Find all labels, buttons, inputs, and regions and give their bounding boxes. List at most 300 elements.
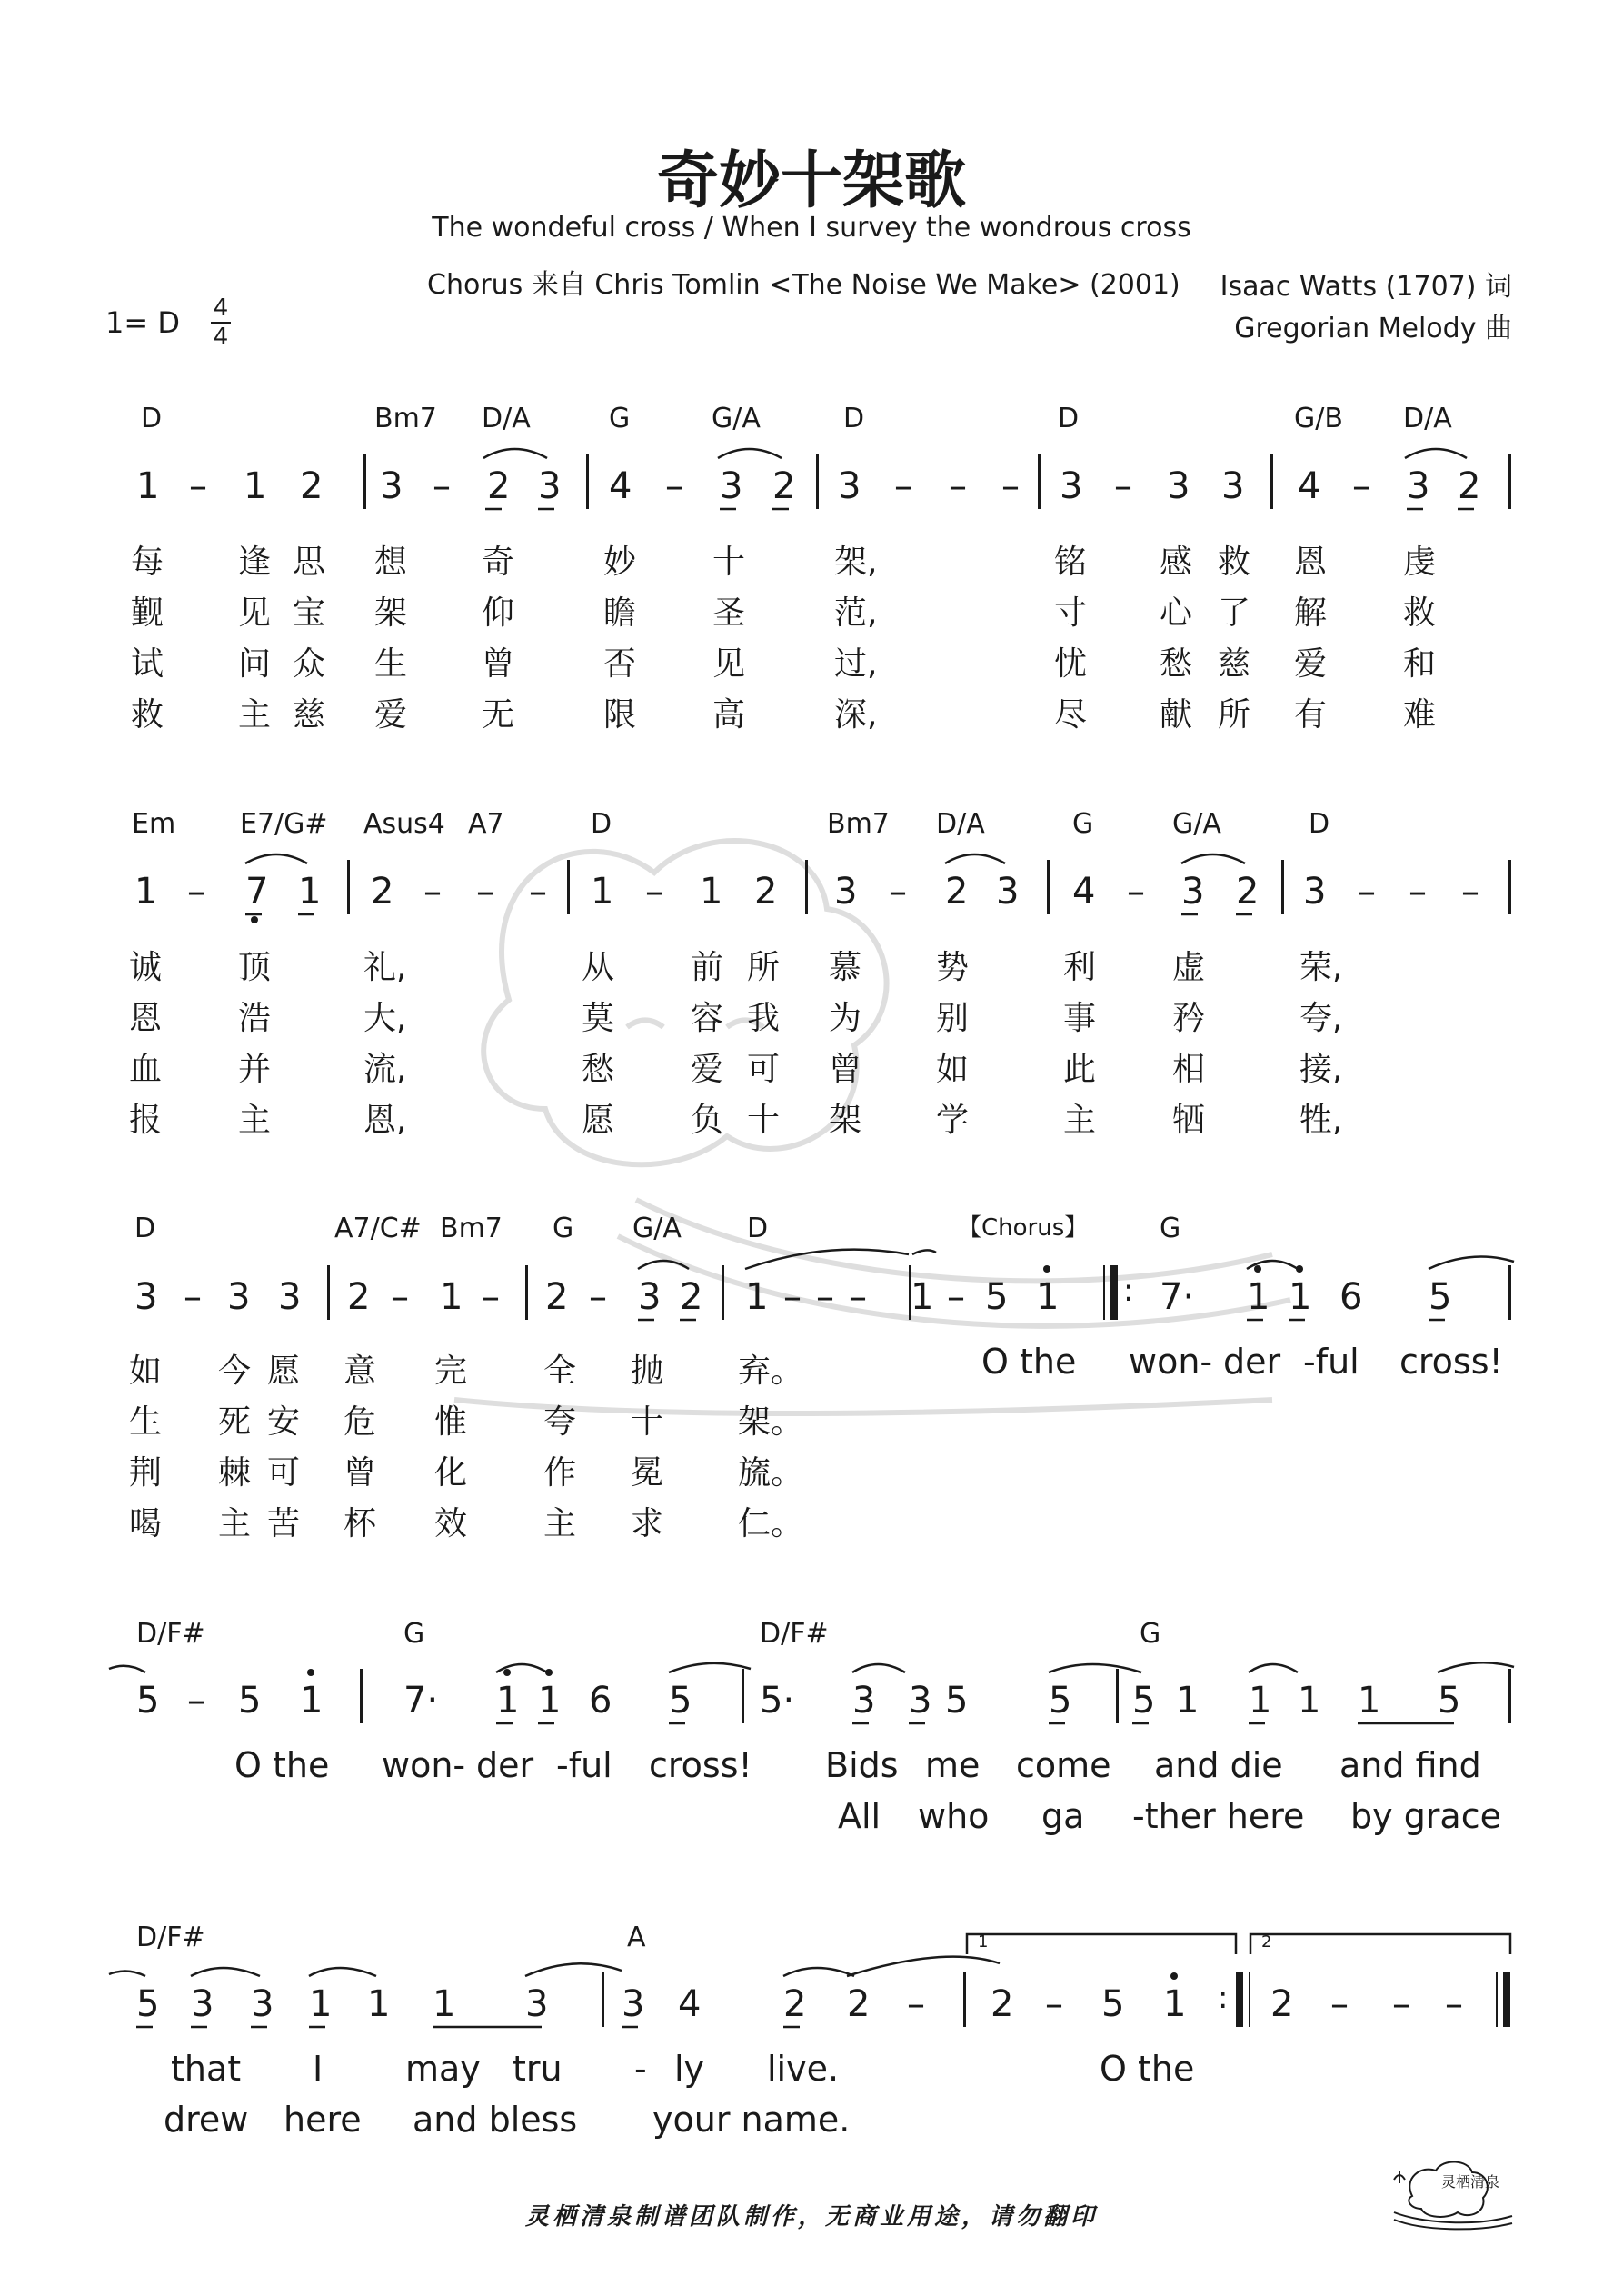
lyric: 圣 bbox=[712, 594, 746, 632]
lyric: 完 bbox=[434, 1353, 468, 1390]
lyric: 尽 bbox=[1054, 696, 1088, 734]
note: 5 bbox=[136, 1680, 160, 1722]
note: 2 bbox=[1270, 1983, 1294, 2025]
note: 1 bbox=[300, 1680, 324, 1722]
note: – bbox=[1409, 871, 1427, 913]
note: – bbox=[184, 1276, 202, 1318]
lyric: 妙 bbox=[603, 544, 637, 581]
chord: Bm7 bbox=[440, 1213, 503, 1244]
note: 3 bbox=[525, 1983, 549, 2025]
note: 1 bbox=[244, 465, 267, 507]
lyric: 危 bbox=[344, 1403, 377, 1441]
note: – bbox=[1045, 1983, 1063, 2025]
lyric: 忧 bbox=[1054, 645, 1088, 683]
chord: D/F# bbox=[760, 1618, 829, 1650]
chord: Em bbox=[132, 808, 176, 840]
lyric: 宝 bbox=[293, 594, 326, 632]
note: – bbox=[907, 1983, 925, 2025]
note: 3 bbox=[852, 1680, 876, 1722]
note: 1 bbox=[298, 871, 322, 913]
lyric-en: and die bbox=[1154, 1745, 1283, 1785]
chord: A7/C# bbox=[334, 1213, 422, 1244]
lyric: 过, bbox=[834, 645, 878, 683]
note: 4 bbox=[609, 465, 632, 507]
note: 1 bbox=[538, 1680, 562, 1722]
lyric: 抛 bbox=[631, 1353, 664, 1390]
lyric: 生 bbox=[374, 645, 408, 683]
lyric-en: ly bbox=[674, 2049, 705, 2089]
note: 2 bbox=[680, 1276, 703, 1318]
lyric: 安 bbox=[267, 1403, 301, 1441]
key-signature: 1= D bbox=[105, 305, 180, 340]
note: 3 bbox=[380, 465, 403, 507]
note: – bbox=[1330, 1983, 1349, 2025]
lyric: 可 bbox=[747, 1051, 781, 1088]
lyric: 牲, bbox=[1299, 1102, 1343, 1139]
note: 5 bbox=[1132, 1680, 1156, 1722]
note: 1 bbox=[700, 871, 723, 913]
note: 1 bbox=[1176, 1680, 1200, 1722]
chord: D/F# bbox=[136, 1922, 205, 1953]
chord: G bbox=[553, 1213, 574, 1244]
lyric: 愁 bbox=[582, 1051, 615, 1088]
lyric: 意 bbox=[344, 1353, 377, 1390]
note: 3 bbox=[1407, 465, 1430, 507]
chord: Bm7 bbox=[374, 403, 437, 434]
lyric: 荆 bbox=[129, 1454, 163, 1492]
note: 3 bbox=[838, 465, 861, 507]
note: 2 bbox=[371, 871, 394, 913]
lyric: 势 bbox=[936, 949, 970, 986]
lyricist-credit: Isaac Watts (1707) 词 bbox=[1220, 271, 1512, 303]
lyric: 试 bbox=[131, 645, 164, 683]
lyric-en: me bbox=[925, 1745, 981, 1785]
note: – bbox=[783, 1276, 802, 1318]
note: 3 bbox=[834, 871, 858, 913]
lyric: 心 bbox=[1160, 594, 1193, 632]
lyric: 报 bbox=[129, 1102, 163, 1139]
chord: D bbox=[141, 403, 163, 434]
lyric: 如 bbox=[936, 1051, 970, 1088]
lyric: 高 bbox=[712, 696, 746, 734]
note: 2 bbox=[772, 465, 796, 507]
note: 1 bbox=[136, 465, 160, 507]
lyric-en: -ful bbox=[556, 1745, 612, 1785]
chord: G bbox=[1072, 808, 1094, 840]
lyric: 限 bbox=[603, 696, 637, 734]
lyric: 荣, bbox=[1299, 949, 1343, 986]
note: – bbox=[889, 871, 907, 913]
note: 1 bbox=[134, 871, 158, 913]
footer-notice: 灵栖清泉制谱团队制作，无商业用途，请勿翻印 bbox=[524, 2203, 1098, 2231]
lyric: 并 bbox=[238, 1051, 272, 1088]
lyric-en: come bbox=[1016, 1745, 1111, 1785]
note: 5 bbox=[1438, 1680, 1461, 1722]
note: 1 bbox=[309, 1983, 333, 2025]
chord: D bbox=[843, 403, 865, 434]
note: 1 bbox=[1358, 1680, 1381, 1722]
chord: D/A bbox=[482, 403, 531, 434]
note: 2 bbox=[783, 1983, 807, 2025]
note: – bbox=[529, 871, 547, 913]
lyric: 救 bbox=[1403, 594, 1437, 632]
note: 1 bbox=[440, 1276, 463, 1318]
note: 4 bbox=[1072, 871, 1096, 913]
lyric: 为 bbox=[829, 1000, 862, 1037]
lyric: 慕 bbox=[829, 949, 862, 986]
lyric: 虚 bbox=[1172, 949, 1206, 986]
lyric: 今 bbox=[218, 1353, 252, 1390]
lyric: 思 bbox=[293, 544, 326, 581]
lyric-en: here bbox=[284, 2100, 362, 2140]
note: 6 bbox=[1339, 1276, 1363, 1318]
note: 4 bbox=[1298, 465, 1321, 507]
chord: G bbox=[1160, 1213, 1181, 1244]
note: – bbox=[1001, 465, 1020, 507]
chorus-mark: 【Chorus】 bbox=[958, 1214, 1089, 1242]
song-subtitle: The wondeful cross / When I survey the wondrous cross bbox=[432, 212, 1191, 244]
note: – bbox=[391, 1276, 409, 1318]
lyric-en: may bbox=[405, 2049, 481, 2089]
lyric: 救 bbox=[1218, 544, 1251, 581]
lyric: 感 bbox=[1160, 544, 1193, 581]
note: 5 bbox=[985, 1276, 1009, 1318]
lyric: 见 bbox=[238, 594, 272, 632]
lyric: 夸, bbox=[1299, 1000, 1343, 1037]
lyric: 瞻 bbox=[603, 594, 637, 632]
chord: D bbox=[591, 808, 612, 840]
lyric: 冕 bbox=[631, 1454, 664, 1492]
lyric-en: tru bbox=[513, 2049, 563, 2089]
lyric-en: cross! bbox=[649, 1745, 752, 1785]
note: 1 bbox=[496, 1680, 520, 1722]
lyric: 问 bbox=[238, 645, 272, 683]
lyric: 恩, bbox=[363, 1102, 407, 1139]
lyric: 旒。 bbox=[738, 1454, 804, 1492]
lyric: 流, bbox=[363, 1051, 407, 1088]
lyric-en: ga bbox=[1041, 1796, 1085, 1836]
lyric: 棘 bbox=[218, 1454, 252, 1492]
lyric-en: who bbox=[918, 1796, 990, 1836]
note: 5 bbox=[136, 1983, 160, 2025]
note: 2 bbox=[945, 871, 969, 913]
lyric: 架, bbox=[834, 544, 878, 581]
note: 3 bbox=[720, 465, 743, 507]
lyric: 恩 bbox=[129, 1000, 163, 1037]
lyric: 架。 bbox=[738, 1403, 804, 1441]
chord: D bbox=[747, 1213, 769, 1244]
lyric: 慈 bbox=[293, 696, 326, 734]
note: 7 bbox=[245, 871, 269, 913]
note: 5· bbox=[760, 1680, 795, 1722]
chord: A7 bbox=[468, 808, 504, 840]
lyric: 虔 bbox=[1403, 544, 1437, 581]
lyric-en: and find bbox=[1339, 1745, 1481, 1785]
note: 5 bbox=[1049, 1680, 1072, 1722]
lyric: 仁。 bbox=[738, 1505, 804, 1542]
sheep-logo-icon bbox=[1385, 2132, 1521, 2232]
lyric: 救 bbox=[131, 696, 164, 734]
lyric-en: and bless bbox=[413, 2100, 578, 2140]
note: – bbox=[1461, 871, 1479, 913]
lyric: 无 bbox=[482, 696, 515, 734]
chord: G bbox=[403, 1618, 425, 1650]
note: 4 bbox=[678, 1983, 702, 2025]
lyric: 奇 bbox=[482, 544, 515, 581]
lyric-en: your name. bbox=[652, 2100, 851, 2140]
note: 2 bbox=[991, 1983, 1014, 2025]
note: 2 bbox=[487, 465, 511, 507]
note: 1 bbox=[591, 871, 614, 913]
lyric: 曾 bbox=[482, 645, 515, 683]
volta-2-label: 2 bbox=[1261, 1932, 1272, 1952]
note: – bbox=[187, 1680, 205, 1722]
note: 3 bbox=[638, 1276, 662, 1318]
note: 3 bbox=[538, 465, 562, 507]
note: – bbox=[894, 465, 912, 507]
lyric: 前 bbox=[691, 949, 724, 986]
lyric: 从 bbox=[582, 949, 615, 986]
note: 1 bbox=[1036, 1276, 1060, 1318]
note: – bbox=[482, 1276, 500, 1318]
lyric: 爱 bbox=[691, 1051, 724, 1088]
note: 3 bbox=[1167, 465, 1190, 507]
lyric: 化 bbox=[434, 1454, 468, 1492]
lyric: 仰 bbox=[482, 594, 515, 632]
song-title: 奇妙十架歌 bbox=[656, 145, 966, 217]
note: 2 bbox=[847, 1983, 871, 2025]
lyric: 和 bbox=[1403, 645, 1437, 683]
lyric: 十 bbox=[747, 1102, 781, 1139]
note: 5 bbox=[238, 1680, 262, 1722]
note: 1 bbox=[1163, 1983, 1187, 2025]
lyric: 苦 bbox=[267, 1505, 301, 1542]
lyric: 有 bbox=[1294, 696, 1328, 734]
note: 1 bbox=[911, 1276, 934, 1318]
lyric: 杯 bbox=[344, 1505, 377, 1542]
lyric: 主 bbox=[543, 1505, 577, 1542]
lyric-en: cross! bbox=[1399, 1342, 1503, 1382]
lyric: 主 bbox=[218, 1505, 252, 1542]
repeat-dots: : bbox=[1123, 1273, 1134, 1309]
chord: D bbox=[134, 1213, 156, 1244]
note: 1 bbox=[1247, 1276, 1270, 1318]
lyric: 架 bbox=[374, 594, 408, 632]
lyric: 诚 bbox=[129, 949, 163, 986]
note: – bbox=[187, 871, 205, 913]
chorus-source: Chorus 来自 Chris Tomlin <The Noise We Make> (2001) bbox=[427, 269, 1180, 301]
chord: G bbox=[1140, 1618, 1161, 1650]
note: 2 bbox=[545, 1276, 569, 1318]
chord: Asus4 bbox=[363, 808, 445, 840]
note: 5 bbox=[1101, 1983, 1125, 2025]
chord: D bbox=[1309, 808, 1330, 840]
lyric: 喝 bbox=[129, 1505, 163, 1542]
lyric: 慈 bbox=[1218, 645, 1251, 683]
note: – bbox=[947, 1276, 965, 1318]
note: – bbox=[849, 1276, 867, 1318]
lyric: 十 bbox=[712, 544, 746, 581]
lyric: 每 bbox=[131, 544, 164, 581]
lyric-en: - bbox=[634, 2049, 647, 2089]
lyric: 血 bbox=[129, 1051, 163, 1088]
lyric: 想 bbox=[374, 544, 408, 581]
note: 5 bbox=[945, 1680, 969, 1722]
lyric: 曾 bbox=[829, 1051, 862, 1088]
lyric: 利 bbox=[1063, 949, 1097, 986]
note: 3 bbox=[622, 1983, 645, 2025]
lyric-en: Bids bbox=[825, 1745, 899, 1785]
note: 3 bbox=[1181, 871, 1205, 913]
lyric: 恩 bbox=[1294, 544, 1328, 581]
note: 2 bbox=[1458, 465, 1481, 507]
chord: Bm7 bbox=[827, 808, 890, 840]
lyric: 主 bbox=[1063, 1102, 1097, 1139]
lyric: 生 bbox=[129, 1403, 163, 1441]
note: 3 bbox=[1303, 871, 1327, 913]
lyric: 相 bbox=[1172, 1051, 1206, 1088]
lyric: 爱 bbox=[374, 696, 408, 734]
lyric-en: All bbox=[838, 1796, 881, 1836]
lyric: 惟 bbox=[434, 1403, 468, 1441]
note: 3 bbox=[909, 1680, 932, 1722]
chord: E7/G# bbox=[240, 808, 328, 840]
lyric: 负 bbox=[691, 1102, 724, 1139]
note: 1 bbox=[1289, 1276, 1312, 1318]
note: – bbox=[1358, 871, 1376, 913]
note: – bbox=[423, 871, 442, 913]
lyric-en: -ful bbox=[1303, 1342, 1359, 1382]
note: – bbox=[665, 465, 683, 507]
note: – bbox=[1392, 1983, 1410, 2025]
lyric: 全 bbox=[543, 1353, 577, 1390]
lyric: 愿 bbox=[582, 1102, 615, 1139]
note: 1 bbox=[1249, 1680, 1272, 1722]
note: – bbox=[1352, 465, 1370, 507]
note: – bbox=[433, 465, 451, 507]
note: 1 bbox=[1298, 1680, 1321, 1722]
lyric: 否 bbox=[603, 645, 637, 683]
lyric: 接, bbox=[1299, 1051, 1343, 1088]
lyric: 弃。 bbox=[738, 1353, 804, 1390]
lyric: 爱 bbox=[1294, 645, 1328, 683]
note: – bbox=[589, 1276, 607, 1318]
lyric-en: O the bbox=[1100, 2049, 1195, 2089]
note: 2 bbox=[1236, 871, 1260, 913]
lyric: 牺 bbox=[1172, 1102, 1206, 1139]
lyric: 学 bbox=[936, 1102, 970, 1139]
note: – bbox=[1114, 465, 1132, 507]
lyric-en: der bbox=[476, 1745, 534, 1785]
lyric-en: that bbox=[171, 2049, 242, 2089]
lyric: 铭 bbox=[1054, 544, 1088, 581]
chord: D bbox=[1058, 403, 1080, 434]
lyric: 难 bbox=[1403, 696, 1437, 734]
lyric: 别 bbox=[936, 1000, 970, 1037]
chord: A bbox=[627, 1922, 646, 1953]
lyric: 了 bbox=[1218, 594, 1251, 632]
lyric-en: won- bbox=[382, 1745, 466, 1785]
lyric: 大, bbox=[363, 1000, 407, 1037]
lyric: 见 bbox=[712, 645, 746, 683]
lyric-en: -ther here bbox=[1132, 1796, 1305, 1836]
lyric: 所 bbox=[747, 949, 781, 986]
lyric: 效 bbox=[434, 1505, 468, 1542]
note: – bbox=[949, 465, 967, 507]
composer-credit: Gregorian Melody 曲 bbox=[1234, 313, 1512, 344]
note: – bbox=[1445, 1983, 1463, 2025]
note: 7· bbox=[1160, 1276, 1195, 1318]
note: – bbox=[645, 871, 663, 913]
lyric: 此 bbox=[1063, 1051, 1097, 1088]
chord: G/A bbox=[712, 403, 761, 434]
repeat-dots: : bbox=[1218, 1980, 1229, 2016]
note: 3 bbox=[1221, 465, 1245, 507]
lyric: 逢 bbox=[238, 544, 272, 581]
lyric: 事 bbox=[1063, 1000, 1097, 1037]
lyric: 求 bbox=[631, 1505, 664, 1542]
lyric: 所 bbox=[1218, 696, 1251, 734]
note: 3 bbox=[251, 1983, 274, 2025]
lyric: 深, bbox=[834, 696, 878, 734]
lyric: 愁 bbox=[1160, 645, 1193, 683]
lyric: 主 bbox=[238, 1102, 272, 1139]
chord: G/B bbox=[1294, 403, 1343, 434]
lyric: 可 bbox=[267, 1454, 301, 1492]
lyric-en: drew bbox=[164, 2100, 249, 2140]
lyric-en: der bbox=[1223, 1342, 1281, 1382]
lyric: 范, bbox=[834, 594, 878, 632]
lyric-en: O the bbox=[234, 1745, 330, 1785]
lyric: 容 bbox=[691, 1000, 724, 1037]
lyric: 寸 bbox=[1054, 594, 1088, 632]
note: 3 bbox=[996, 871, 1020, 913]
lyric: 主 bbox=[238, 696, 272, 734]
note: 2 bbox=[300, 465, 324, 507]
lyric: 我 bbox=[747, 1000, 781, 1037]
lyric-en: O the bbox=[981, 1342, 1077, 1382]
lyric: 愿 bbox=[267, 1353, 301, 1390]
lyric: 死 bbox=[218, 1403, 252, 1441]
chord: G/A bbox=[1172, 808, 1221, 840]
lyric: 礼, bbox=[363, 949, 407, 986]
lyric: 解 bbox=[1294, 594, 1328, 632]
logo-text: 灵栖清泉 bbox=[1441, 2173, 1500, 2191]
chord: D/A bbox=[1403, 403, 1452, 434]
lyric-en: won- bbox=[1129, 1342, 1213, 1382]
lyric: 莫 bbox=[582, 1000, 615, 1037]
note: – bbox=[1127, 871, 1145, 913]
lyric-en: I bbox=[313, 2049, 324, 2089]
lyric: 顶 bbox=[238, 949, 272, 986]
lyric: 矜 bbox=[1172, 1000, 1206, 1037]
note: 3 bbox=[191, 1983, 214, 2025]
note: 3 bbox=[1060, 465, 1083, 507]
lyric: 架 bbox=[829, 1102, 862, 1139]
note: 7· bbox=[403, 1680, 439, 1722]
lyric: 夸 bbox=[543, 1403, 577, 1441]
lyric: 献 bbox=[1160, 696, 1193, 734]
time-signature-bottom: 4 bbox=[213, 324, 229, 351]
lyric: 如 bbox=[129, 1353, 163, 1390]
time-signature-top: 4 bbox=[213, 294, 229, 322]
note: – bbox=[189, 465, 207, 507]
note: 3 bbox=[227, 1276, 251, 1318]
lyric: 十 bbox=[631, 1403, 664, 1441]
note: 5 bbox=[1429, 1276, 1452, 1318]
note: 6 bbox=[589, 1680, 612, 1722]
note: 2 bbox=[754, 871, 778, 913]
